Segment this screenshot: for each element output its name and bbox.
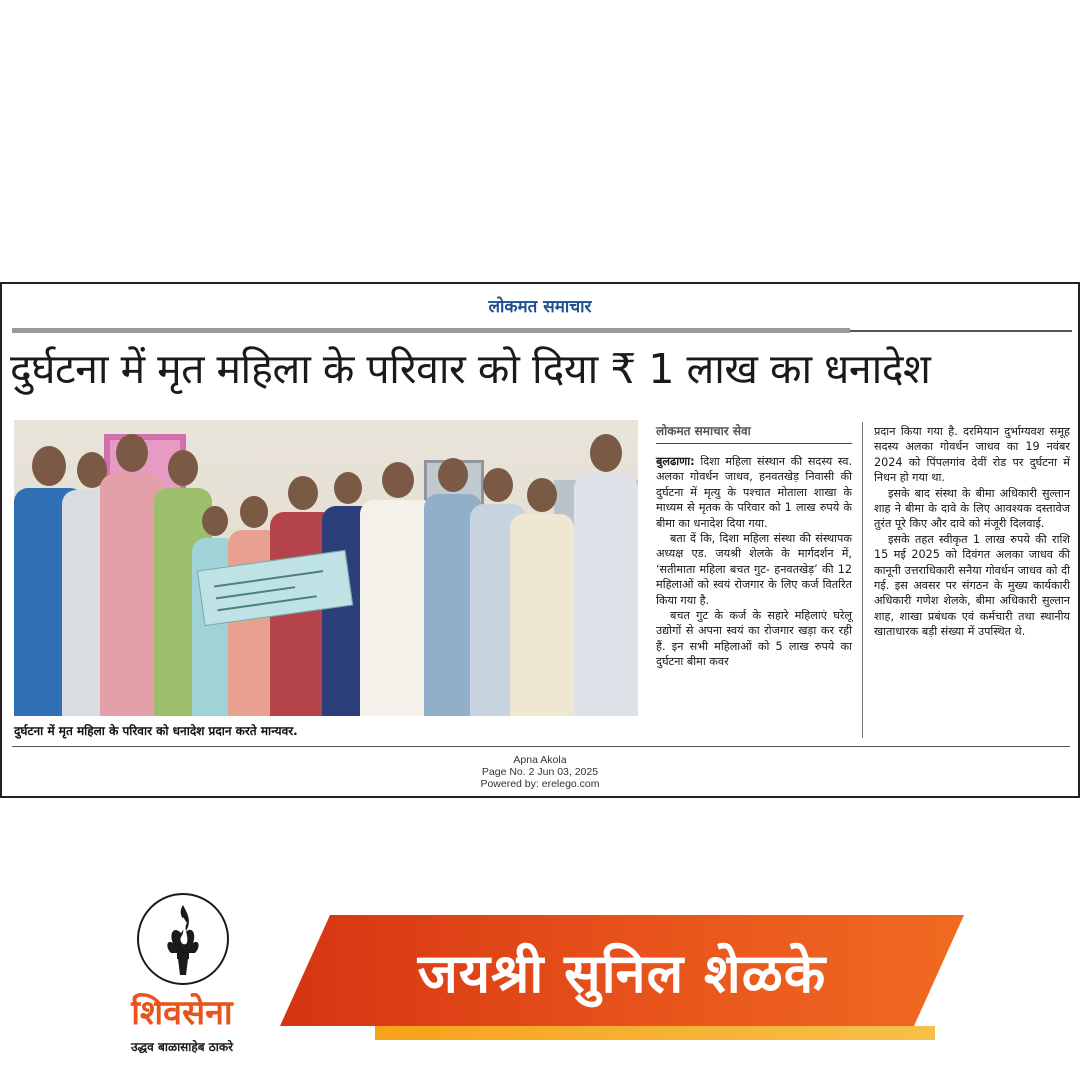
- photo-person: [510, 478, 574, 716]
- article-paragraph: [656, 454, 852, 531]
- article-dateline: बुलढाणा:: [656, 455, 695, 468]
- article-paragraph-text: दिशा महिला संस्थान की सदस्य स्व. अलका गोवर्धन जाधव, हनवतखेड़ निवासी की दुर्घटना में मृत्यु के पश्चात मोताला शाखा के माध्यम से मृतक के परिवार को 1 लाख रुपये के बीमा का धनादेश दिया गया.: [656, 455, 852, 530]
- newspaper-clipping: [0, 282, 1080, 798]
- article-paragraph: बता दें कि, दिशा महिला संस्था की संस्थापक अध्यक्ष एड. जयश्री शेलके के मार्गदर्शन में, ‘सतीमाता महिला बचत गुट- हनवतखेड़’ की 12 महिलाओं को स्वयं रोजगार के लिए कर्ज वितरित किया गया है.: [656, 532, 852, 607]
- party-subtitle: उद्धव बाळासाहेब ठाकरे: [130, 1040, 234, 1054]
- torch-icon: [137, 893, 229, 985]
- footer-page-date: Page No. 2 Jun 03, 2025: [481, 766, 599, 778]
- banner-name: जयश्री सुनिल शेळके: [417, 941, 827, 1005]
- masthead-divider-thin: [850, 330, 1072, 332]
- party-name: शिवसेना: [131, 993, 233, 1033]
- footer-divider: [12, 746, 1070, 747]
- banner-underline: [375, 1026, 935, 1040]
- article-paragraph: बचत गुट के कर्ज के सहारे महिलाएं घरेलू उद्योगों से अपना स्वयं का रोजगार खड़ा कर रही हैं. इन सभी महिलाओं को 5 लाख रुपये का दुर्घटना बीमा कवर: [656, 609, 852, 669]
- photo-person: [574, 434, 638, 716]
- article-photo: [14, 420, 638, 716]
- clipping-footer: [2, 754, 1078, 790]
- article-column-right: [874, 424, 1070, 640]
- article-byline: लोकमत समाचार सेवा: [656, 422, 852, 444]
- column-divider: [862, 422, 863, 738]
- newspaper-masthead: लोकमत समाचार: [488, 297, 592, 317]
- article-column-middle: [656, 454, 852, 670]
- footer-powered-by: Powered by: erelego.com: [480, 778, 600, 790]
- masthead-divider: [12, 328, 850, 333]
- footer-edition: Apna Akola: [513, 754, 567, 766]
- article-paragraph: प्रदान किया गया है. दरमियान दुर्भाग्यवश समूह सदस्य अलका गोवर्धन जाधव का 19 नवंबर 2024 को पिंपलगांव देवीं रोड पर दुर्घटना में निधन हो गया था.: [874, 425, 1070, 485]
- photo-caption: दुर्घटना में मृत महिला के परिवार को धनादेश प्रदान करते मान्यवर.: [14, 724, 298, 738]
- article-paragraph: इसके बाद संस्था के बीमा अधिकारी सुल्तान शाह ने बीमा के दावे के लिए आवश्यक दस्तावेज तुरंत पूरे किए और दावे को मंजूरी दिलवाई.: [874, 486, 1070, 531]
- article-headline: दुर्घटना में मृत महिला के परिवार को दिया ₹ 1 लाख का धनादेश: [10, 345, 931, 393]
- article-paragraph: इसके तहत स्वीकृत 1 लाख रुपये की राशि 15 मई 2025 को दिवंगत अलका जाधव की कानूनी उत्तराधिकारी सनैया गोवर्धन जाधव को दी गई. इस अवसर पर संगठन के मुख्य कार्यकारी अधिकारी गणेश शेलके, बीमा अधिकारी सुल्तान शाह, शाखा प्रबंधक एवं कर्मचारी तथा स्थानीय खाताधारक बड़ी संख्या में उपस्थित थे.: [874, 532, 1070, 639]
